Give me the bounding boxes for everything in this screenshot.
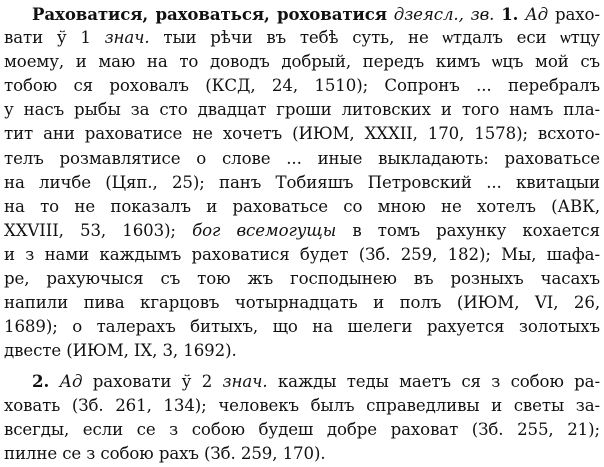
- sense-tag: Ад: [59, 372, 83, 392]
- entry-line: моему, и маю на то доводъ добрый, передъ кимъ ѡцъ мой съ: [4, 52, 600, 72]
- reference-label: знач.: [222, 372, 268, 392]
- entry-line: у насъ рыбы за сто двадцат гроши литовских и того намъ пла-: [4, 100, 600, 120]
- entry-line: телъ розмавлятисе о слове ... иные выкладають: раховатьсе: [4, 148, 600, 168]
- entry-line: на то не показалъ и раховатьсе со мною не хотелъ (АВК,: [4, 196, 600, 216]
- sense-number: 1.: [501, 4, 519, 24]
- entry-line: ховать (Зб. 261, 134); человекъ былъ справедливы и светы за-: [4, 395, 600, 415]
- sense-2-paragraph: [4, 369, 600, 465]
- entry-line: тобою ся роховалъ (КСД, 24, 1510); Сопронъ ... перебралъ: [4, 76, 600, 96]
- quotation-italic: бог всемогущы: [192, 220, 337, 240]
- entry-line: тит ани раховатисе не хочетъ (ИЮМ, XXXII, 170, 1578); всхото-: [4, 124, 600, 144]
- entry-line: пилне се з собою рахъ (Зб. 259, 170).: [4, 443, 326, 463]
- entry-line: XXVIII, 53, 1603); бог всемогущы в томъ рахунку кохается: [4, 220, 600, 240]
- entry-line: всегды, если се з собою будеш добре раховат (Зб. 255, 21);: [4, 419, 600, 439]
- entry-line: 1689); о талерахъ битыхъ, що на шелеги рахуется золотыхъ: [4, 317, 600, 337]
- entry-line: двесте (ИЮМ, IX, 3, 1692).: [4, 341, 237, 361]
- entry-line: и з нами каждымъ раховатися будет (Зб. 259, 182); Мы, шафа-: [4, 244, 600, 264]
- sense-1-paragraph: [4, 2, 600, 363]
- entry-text: рахо-: [554, 5, 600, 24]
- dictionary-entry: [4, 2, 600, 466]
- grammar-label: дзеясл., зв.: [393, 5, 495, 24]
- entry-line: [4, 2, 600, 26]
- entry-line: вати ў 1 знач. тыи рѣчи въ тебѣ суть, не ѡтдалъ еси ѡтцу: [4, 28, 600, 48]
- entry-line: ре, рахуючыся съ тою жъ господынею въ розныхъ часахъ: [4, 269, 600, 289]
- entry-line: напили пива кгарцовъ чотырнадцать и полъ (ИЮМ, VI, 26,: [4, 293, 600, 313]
- reference-label: знач.: [104, 28, 150, 48]
- headword: Раховатися, рахoваться, роховатися: [32, 4, 387, 24]
- sense-number: 2.: [32, 371, 50, 392]
- sense-tag: Ад: [525, 5, 549, 24]
- entry-line: 2. Ад раховати ў 2 знач. кажды теды маетъ ся з собою ра-: [32, 371, 600, 392]
- entry-line: на личбе (Цяп., 25); панъ Тобияшъ Петровский ... квитацыи: [4, 172, 600, 192]
